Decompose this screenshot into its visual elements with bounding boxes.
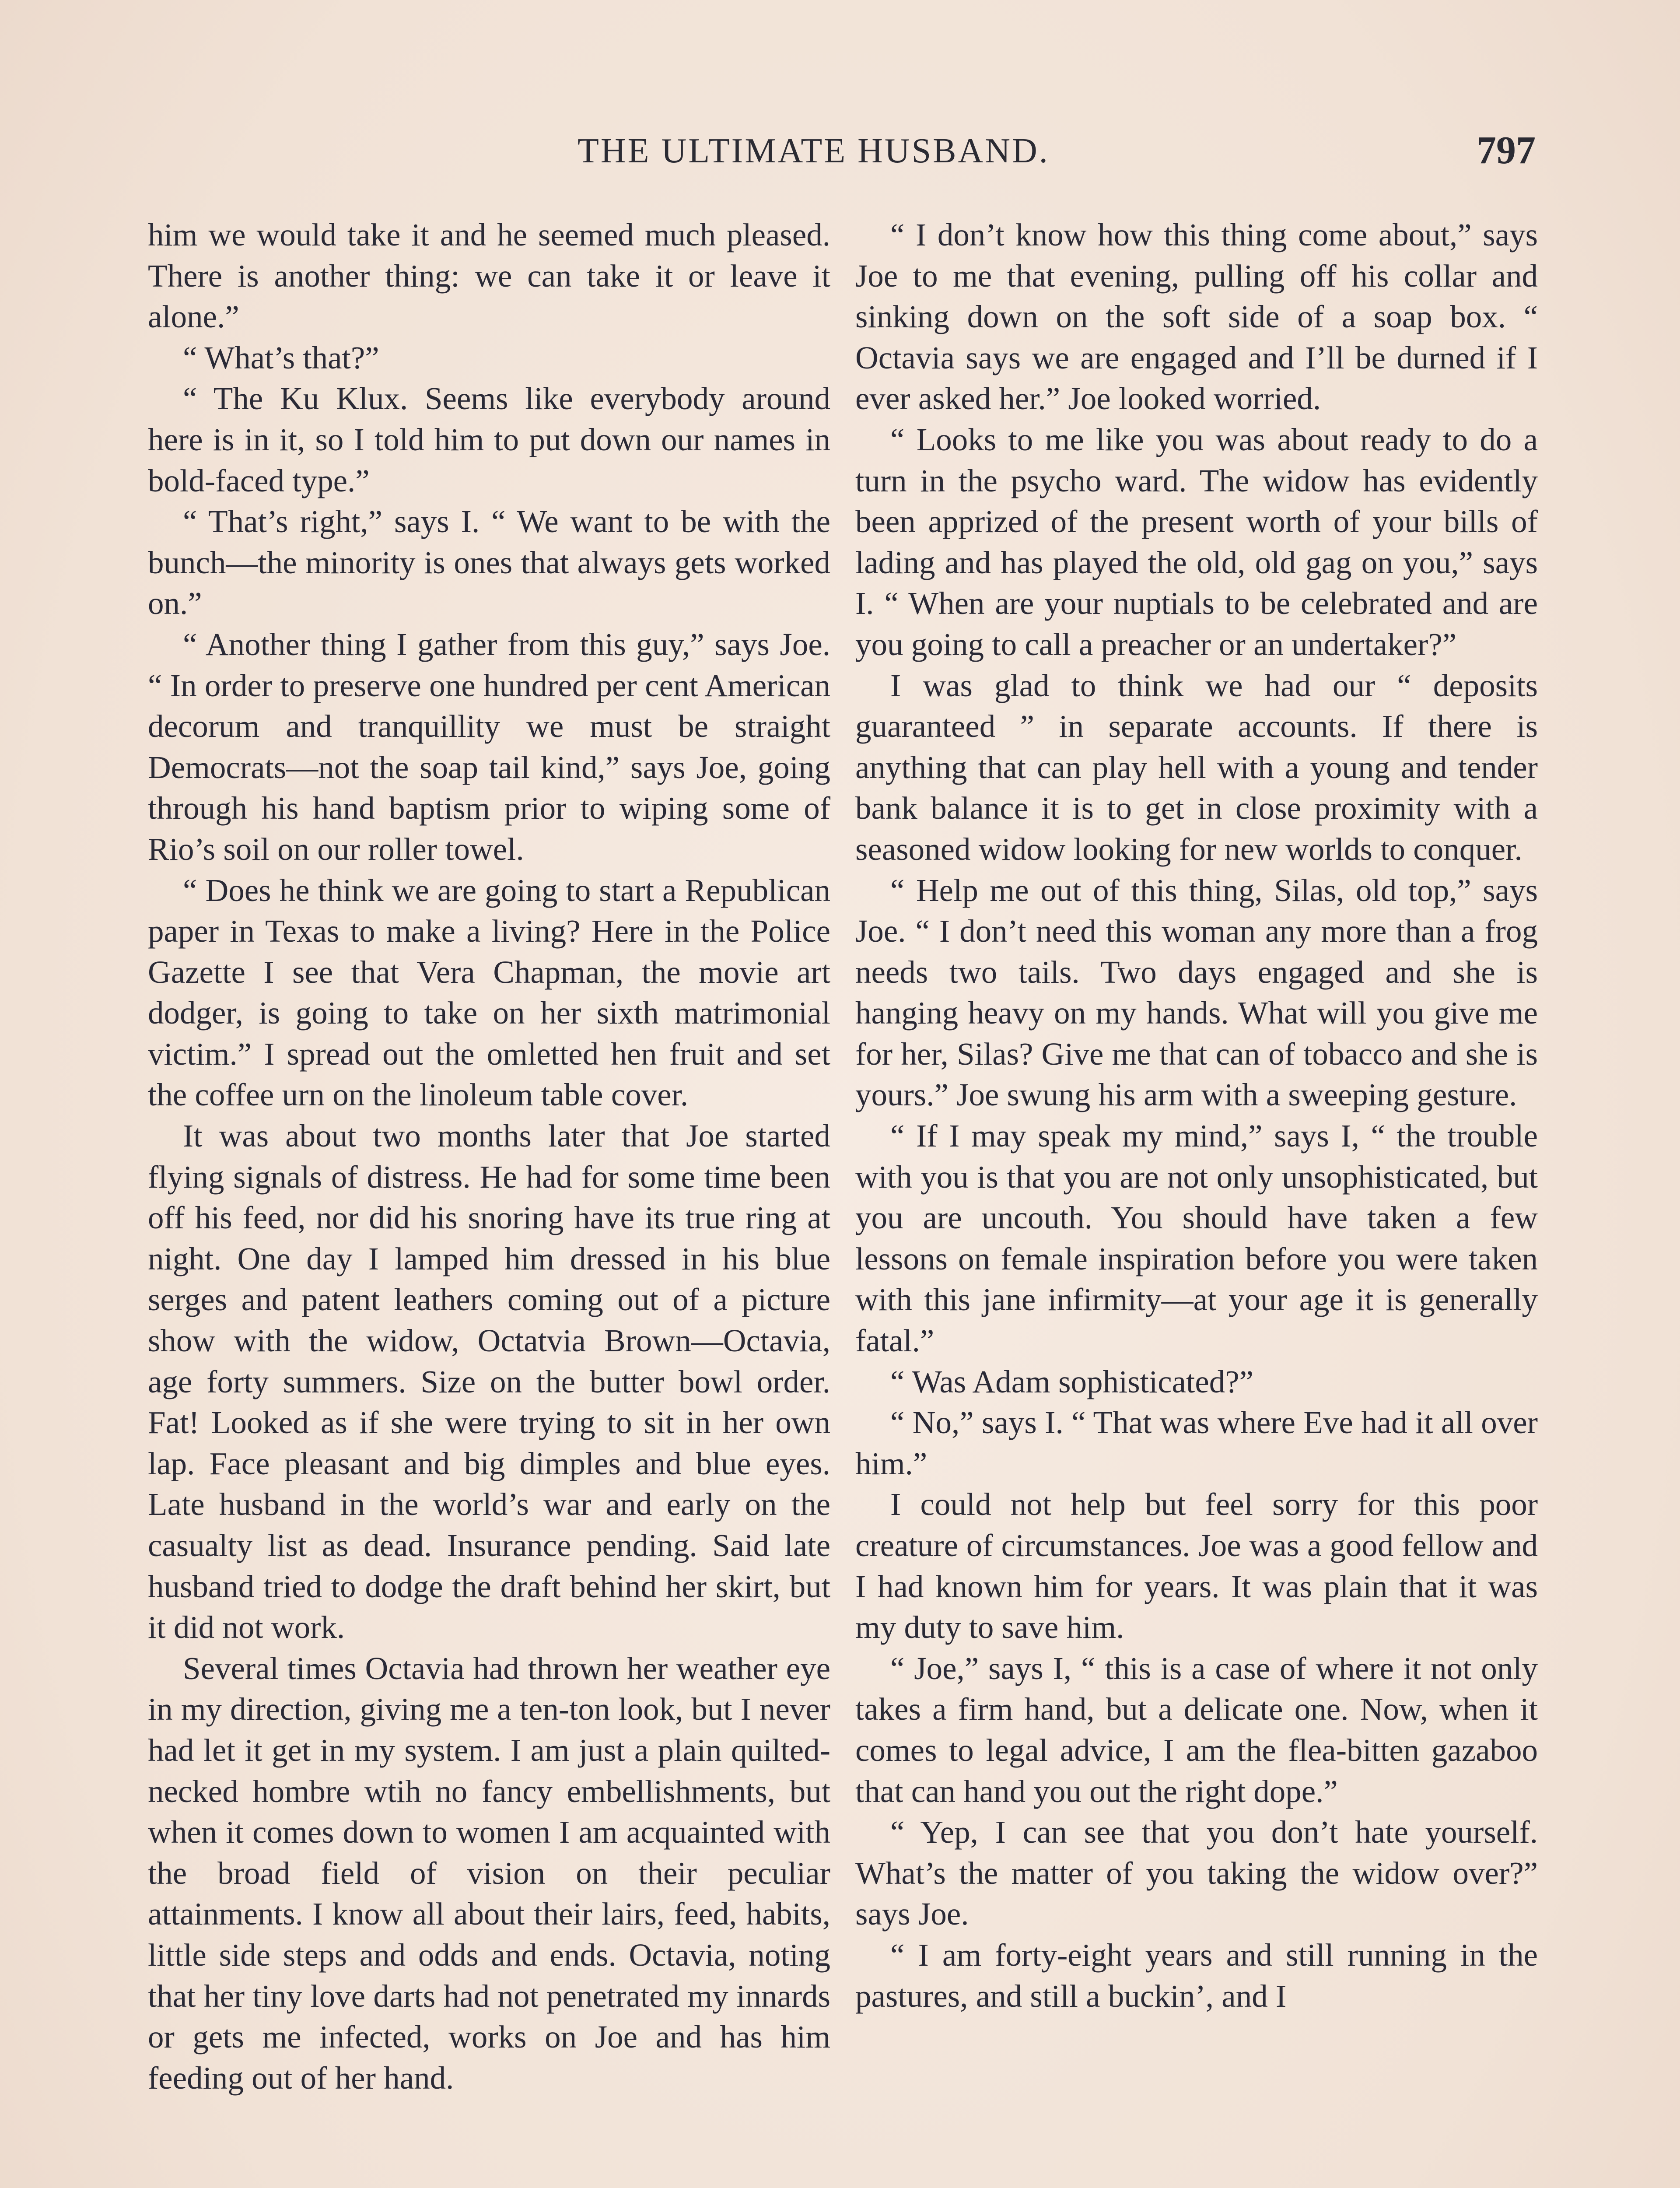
- paragraph: “ Joe,” says I, “ this is a case of where it not only takes a firm hand, but a delicate one. Now, when it comes to legal advice, I am the flea-bitten gazaboo that can hand you out the right dope.”: [855, 1650, 1538, 1809]
- paragraph: “ Does he think we are going to start a Republican paper in Texas to make a living? Here in the Police Gazette I see that Vera Chapman, the movie art dodger, is going to take on her sixth matrimonial victim.” I spread out the omletted hen fruit and set the coffee urn on the linoleum table cover.: [148, 872, 830, 1113]
- paragraph: “ Help me out of this thing, Silas, old top,” says Joe. “ I don’t need this woman any more than a frog needs two tails. Two days engaged and she is hanging heavy on my hands. What will you give me for her, Silas? Give me that can of tobacco and she is yours.” Joe swung his arm with a sweeping gesture.: [855, 872, 1538, 1113]
- left-column: [148, 214, 830, 2098]
- right-column: [855, 214, 1538, 2016]
- paragraph: “ If I may speak my mind,” says I, “ the trouble with you is that you are not only unsophisticated, but you are uncouth. You should have taken a few lessons on female inspiration before you were taken with this jane infirmity—at your age it is generally fatal.”: [855, 1118, 1538, 1359]
- paragraph: I was glad to think we had our “ deposits guaranteed ” in separate accounts. If there is anything that can play hell with a young and tender bank balance it is to get in close proximity with a seasoned widow looking for new worlds to conquer.: [855, 667, 1538, 867]
- paragraph: “ I am forty-eight years and still running in the pastures, and still a buckin’, and I: [855, 1937, 1538, 2014]
- paragraph: “ Another thing I gather from this guy,” says Joe. “ In order to preserve one hundred per cent American decorum and tranquillity we must be straight Democrats—not the soap tail kind,” says Joe, going through his hand baptism prior to wiping some of Rio’s soil on our roller towel.: [148, 626, 830, 867]
- paragraph: It was about two months later that Joe started flying signals of distress. He had for some time been off his feed, nor did his snoring have its true ring at night. One day I lamped him dressed in his blue serges and patent leathers coming out of a picture show with the widow, Octatvia Brown—Octavia, age forty summers. Size on the butter bowl order. Fat! Looked as if she were trying to sit in her own lap. Face pleasant and big dimples and blue eyes. Late husband in the world’s war and early on the casualty list as dead. Insurance pending. Said late husband tried to dodge the draft behind her skirt, but it did not work.: [148, 1118, 830, 1645]
- paragraph: “ That’s right,” says I. “ We want to be with the bunch—the minority is ones that always gets worked on.”: [148, 504, 830, 621]
- paragraph: him we would take it and he seemed much pleased. There is another thing: we can take it or leave it alone.”: [148, 217, 830, 335]
- page-number: 797: [1477, 129, 1536, 172]
- running-title: THE ULTIMATE HUSBAND.: [578, 132, 1050, 170]
- paragraph: “ Yep, I can see that you don’t hate yourself. What’s the matter of you taking the widow over?” says Joe.: [855, 1814, 1538, 1932]
- paragraph: “ I don’t know how this thing come about,” says Joe to me that evening, pulling off his collar and sinking down on the soft side of a soap box. “ Octavia says we are engaged and I’ll be durned if I ever asked her.” Joe looked worried.: [855, 217, 1538, 417]
- paragraph: Several times Octavia had thrown her weather eye in my direction, giving me a ten-ton look, but I never had let it get in my system. I am just a plain quilted-necked hombre wtih no fancy embellishments, but when it comes down to women I am acquainted with the broad field of vision on their peculiar attainments. I know all about their lairs, feed, habits, little side steps and odds and ends. Octavia, noting that her tiny love darts had not penetrated my innards or gets me infected, works on Joe and has him feeding out of her hand.: [148, 1650, 830, 2096]
- paragraph: “ Looks to me like you was about ready to do a turn in the psycho ward. The widow has evidently been apprized of the present worth of your bills of lading and has played the old, old gag on you,” says I. “ When are your nuptials to be celebrated and are you going to call a preacher or an undertaker?”: [855, 421, 1538, 662]
- paragraph: “ Was Adam sophisticated?”: [890, 1364, 1254, 1399]
- paragraph: “ The Ku Klux. Seems like everybody around here is in it, so I told him to put down our names in bold-faced type.”: [148, 381, 830, 498]
- paragraph: “ What’s that?”: [183, 340, 379, 375]
- paragraph: “ No,” says I. “ That was where Eve had it all over him.”: [855, 1405, 1538, 1481]
- paragraph: I could not help but feel sorry for this poor creature of circumstances. Joe was a good fellow and I had known him for years. It was plain that it was my duty to save him.: [855, 1487, 1538, 1645]
